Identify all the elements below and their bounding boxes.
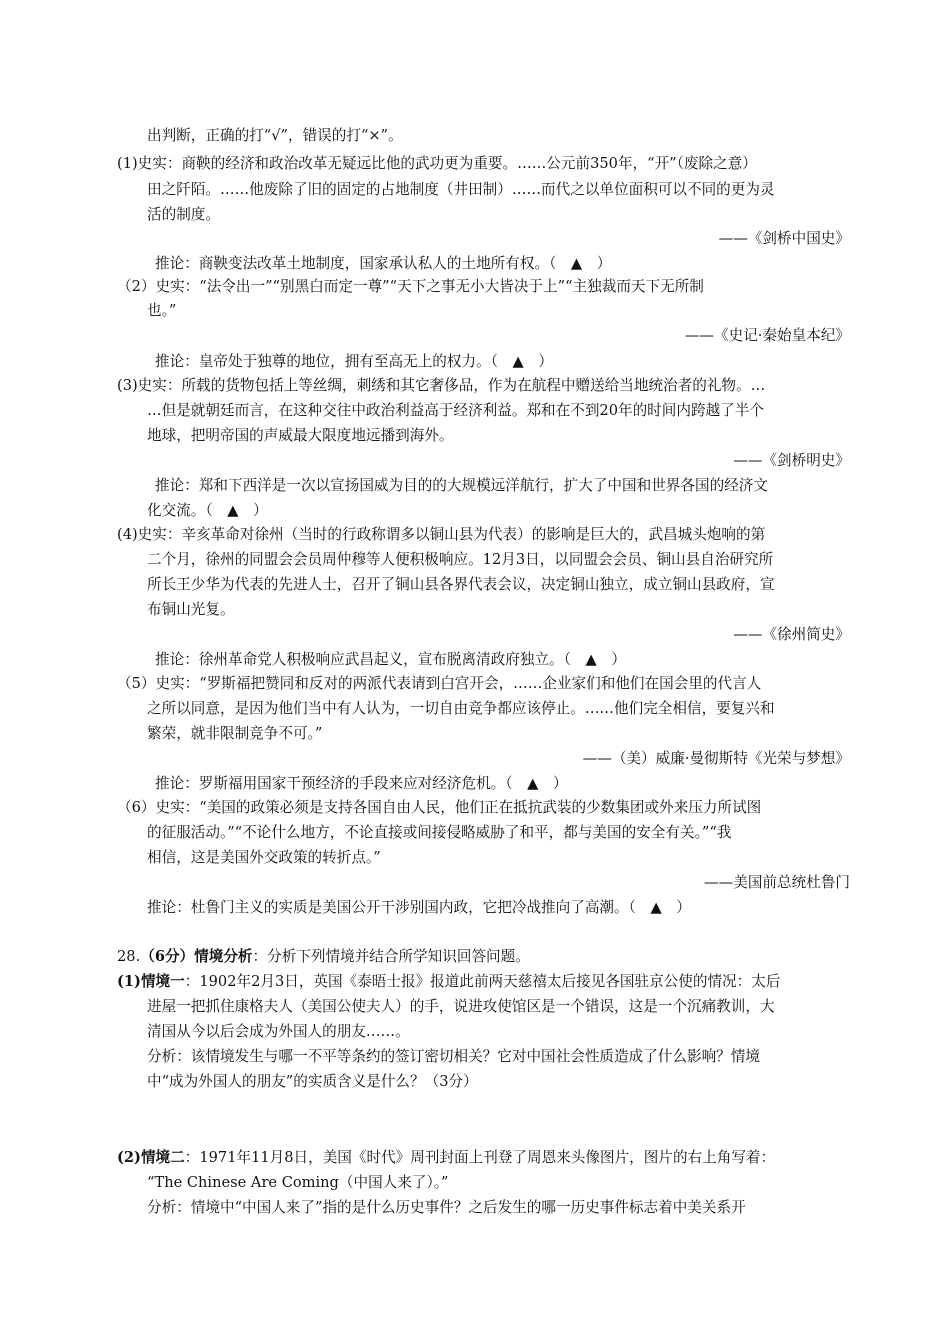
item6-fact-line1: （6）史实：“美国的政策必须是支持各国自由人民，他们正在抵抗武装的少数集团或外来压力所试图 [117, 799, 762, 816]
item5-fact-line1: （5）史实：“罗斯福把赞同和反对的两派代表请到白宫开会，……企业家们和他们在国会里的代言人 [117, 675, 762, 692]
item6-fact-line2: 的征服活动。”“不论什么地方，不论直接或间接侵略威胁了和平，都与美国的安全有关。”“我 [147, 824, 732, 841]
item6-fact-line3: 相信，这是美国外交政策的转折点。” [147, 849, 381, 866]
item6-source: ——美国前总统杜鲁门 [704, 874, 850, 891]
q28-heading [117, 947, 530, 967]
item1-fact-line2: 田之阡陌。……他废除了旧的固定的占地制度（井田制）……而代之以单位面积可以不同的更为灵 [147, 181, 775, 198]
item5-source: ——（美）威廉·曼彻斯特《光荣与梦想》 [582, 750, 850, 767]
intro-line: 出判断，正确的打“√”，错误的打“×”。 [147, 127, 403, 144]
q28-s2-line1 [117, 1148, 775, 1168]
q28-s2-line2: “The Chinese Are Coming（中国人来了）。” [147, 1174, 449, 1191]
item2-fact-line1: （2）史实：“法令出一”“别黑白而定一尊”“天下之事无小大皆决于上”“主独裁而天下无所制 [117, 278, 704, 295]
q28-s1-analysis-line1: 分析：该情境发生与哪一不平等条约的签订密切相关？它对中国社会性质造成了什么影响？情境 [147, 1048, 760, 1065]
item3-inference-line2: 化交流。（ ▲ ） [147, 502, 268, 519]
item1-fact-line3: 活的制度。 [147, 206, 220, 223]
q28-prompt: ：分析下列情境并结合所学知识回答问题。 [252, 948, 530, 965]
item4-source: ——《徐州简史》 [733, 626, 850, 643]
q28-s1-analysis-line2: 中“成为外国人的朋友”的实质含义是什么？（3分） [147, 1073, 478, 1090]
item1-source: ——《剑桥中国史》 [718, 230, 850, 247]
q28-s1-label: (1)情境一 [117, 973, 185, 990]
item5-inference: 推论：罗斯福用国家干预经济的手段来应对经济危机。（ ▲ ） [155, 775, 568, 792]
item3-fact-line2: …但是就朝廷而言，在这种交往中政治利益高于经济利益。郑和在不到20年的时间内跨越了半个 [147, 402, 764, 419]
item2-inference: 推论：皇帝处于独尊的地位，拥有至高无上的权力。（ ▲ ） [155, 353, 553, 370]
item2-source: ——《史记·秦始皇本纪》 [684, 327, 850, 344]
item3-inference-line1: 推论：郑和下西洋是一次以宣扬国威为目的的大规模远洋航行，扩大了中国和世界各国的经济文 [155, 477, 768, 494]
item4-inference: 推论：徐州革命党人积极响应武昌起义，宣布脱离清政府独立。（ ▲ ） [155, 651, 626, 668]
q28-s1-line3: 清国从今以后会成为外国人的朋友……。 [147, 1023, 410, 1040]
item2-fact-line2: 也。” [147, 302, 177, 319]
item1-fact-line1: (1)史实：商鞅的经济和政治改革无疑远比他的武功更为重要。……公元前350年，“开”（废除之意） [117, 155, 757, 172]
item3-fact-line1: (3)史实：所载的货物包括上等丝绸，刺绣和其它奢侈品，作为在航程中赠送给当地统治者的礼物。… [117, 377, 766, 394]
item1-inference: 推论：商鞅变法改革土地制度，国家承认私人的土地所有权。（ ▲ ） [155, 255, 612, 272]
item6-inference: 推论：杜鲁门主义的实质是美国公开干涉别国内政，它把冷战推向了高潮。（ ▲ ） [147, 899, 691, 916]
q28-score-title: （6分）情境分析 [140, 948, 253, 965]
item4-fact-line2: 二个月，徐州的同盟会会员周仲穆等人便积极响应。12月3日，以同盟会会员、铜山县自治研究所 [147, 551, 774, 568]
item3-source: ——《剑桥明史》 [733, 452, 850, 469]
item4-fact-line4: 布铜山光复。 [147, 601, 235, 618]
q28-s1-line2: 进屋一把抓住康格夫人（美国公使夫人）的手，说进攻使馆区是一个错误，这是一个沉痛教训，大 [147, 998, 775, 1015]
q28-s1-text1: ：1902年2月3日，英国《泰晤士报》报道此前两天慈禧太后接见各国驻京公使的情况：太后 [184, 973, 781, 990]
item5-fact-line3: 繁荣，就非限制竞争不可。” [147, 725, 323, 742]
item5-fact-line2: 之所以同意，是因为他们当中有人认为，一切自由竞争都应该停止。……他们完全相信，要复兴和 [147, 700, 775, 717]
q28-s2-label: (2)情境二 [117, 1149, 185, 1166]
q28-s2-text1: ：1971年11月8日，美国《时代》周刊封面上刊登了周恩来头像图片，图片的右上角写着： [184, 1149, 776, 1166]
item3-fact-line3: 地球，把明帝国的声威最大限度地远播到海外。 [147, 427, 454, 444]
item4-fact-line1: (4)史实：辛亥革命对徐州（当时的行政称谓多以铜山县为代表）的影响是巨大的，武昌城头炮响的第 [117, 526, 766, 543]
q28-s1-line1 [117, 972, 780, 992]
q28-number: 28. [117, 948, 141, 965]
item4-fact-line3: 所长王少华为代表的先进人士，召开了铜山县各界代表会议，决定铜山独立，成立铜山县政府，宣 [147, 576, 775, 593]
q28-s2-analysis-line1: 分析：情境中“中国人来了”指的是什么历史事件？之后发生的哪一历史事件标志着中美关系开 [147, 1199, 746, 1216]
